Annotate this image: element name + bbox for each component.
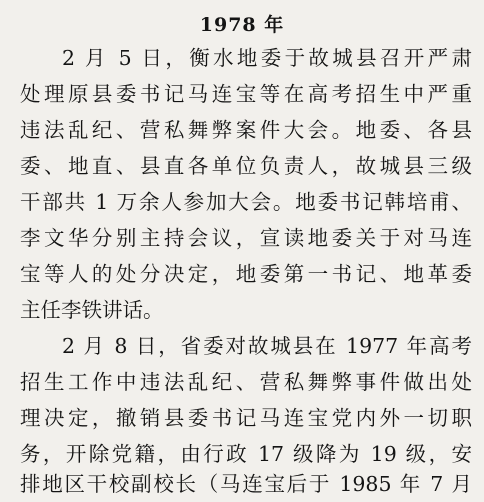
year-heading: 1978 年 xyxy=(199,14,285,36)
text-line: 主任李铁讲话。 xyxy=(20,298,164,322)
text-line: 排地区干校副校长（马连宝后于 1985 年 7 月 xyxy=(20,472,472,496)
text-line: 李文华分别主持会议，宣读地委关于对马连 xyxy=(20,226,472,250)
text-line: 宝等人的处分决定，地委第一书记、地革委 xyxy=(20,262,472,286)
text-line: 干部共 1 万余人参加大会。地委书记韩培甫、 xyxy=(20,190,472,214)
text-line: 务，开除党籍，由行政 17 级降为 19 级，安 xyxy=(20,442,472,466)
text-line: 招生工作中违法乱纪、营私舞弊事件做出处 xyxy=(20,370,472,394)
text-line: 理决定，撤销县委书记马连宝党内外一切职 xyxy=(20,406,472,430)
text-line: 2 月 5 日，衡水地委于故城县召开严肃 xyxy=(62,46,472,70)
text-line: 2 月 8 日，省委对故城县在 1977 年高考 xyxy=(62,334,472,358)
text-line: 违法乱纪、营私舞弊案件大会。地委、各县 xyxy=(20,118,472,142)
text-line: 处理原县委书记马连宝等在高考招生中严重 xyxy=(20,82,472,106)
text-line: 委、地直、县直各单位负责人，故城县三级 xyxy=(20,154,472,178)
